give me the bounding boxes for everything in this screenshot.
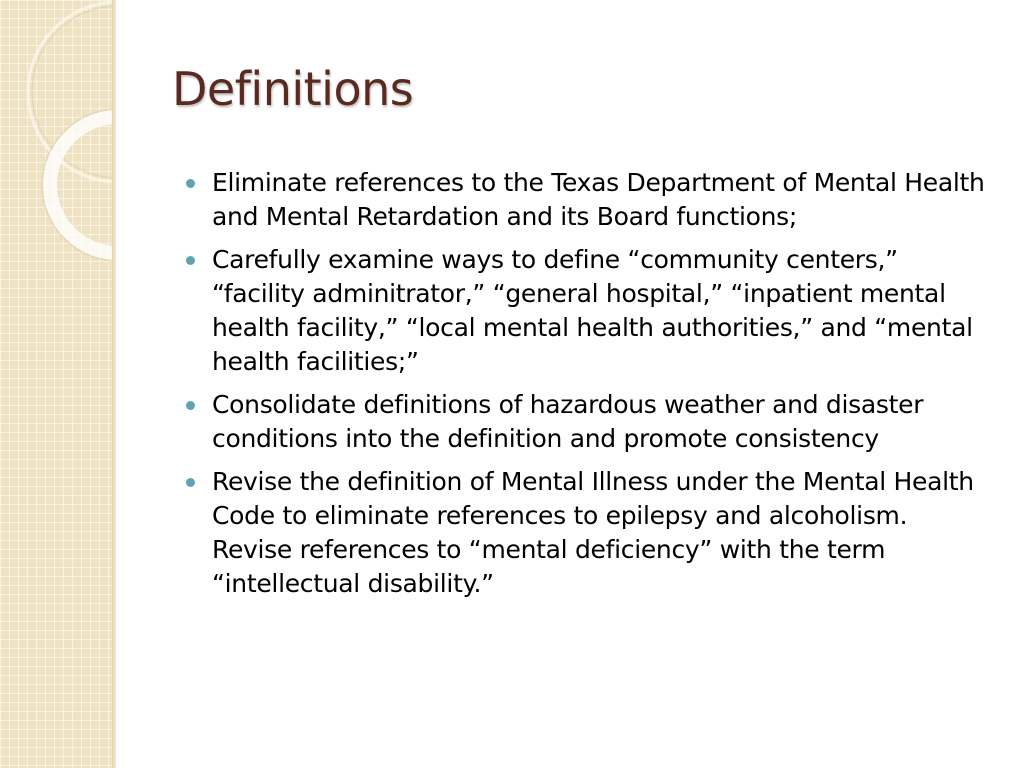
bullet-dot-icon xyxy=(186,478,195,487)
bullet-dot-icon xyxy=(186,401,195,410)
bullet-item xyxy=(186,166,986,234)
slide-title: Definitions xyxy=(172,62,414,116)
bullet-list xyxy=(186,166,986,610)
bullet-text: Eliminate references to the Texas Department of Mental Health and Mental Retardation and its Board functions; xyxy=(212,168,985,231)
decorative-rings xyxy=(0,0,112,290)
decorative-grid-strip xyxy=(0,0,112,768)
strip-edge xyxy=(112,0,116,768)
bullet-item xyxy=(186,465,986,601)
bullet-dot-icon xyxy=(186,256,195,265)
bullet-item xyxy=(186,388,986,456)
bullet-dot-icon xyxy=(186,179,195,188)
bullet-text: Carefully examine ways to define “community centers,” “facility adminitrator,” “general hospital,” “inpatient mental health facility,” “local mental health authorities,” and “mental health facilities;” xyxy=(212,245,973,376)
bullet-item xyxy=(186,243,986,379)
bullet-text: Consolidate definitions of hazardous weather and disaster conditions into the definition and promote consistency xyxy=(212,390,924,453)
bullet-text: Revise the definition of Mental Illness under the Mental Health Code to eliminate references to epilepsy and alcoholism. Revise references to “mental deficiency” with the term “intellectual disability.” xyxy=(212,467,974,598)
